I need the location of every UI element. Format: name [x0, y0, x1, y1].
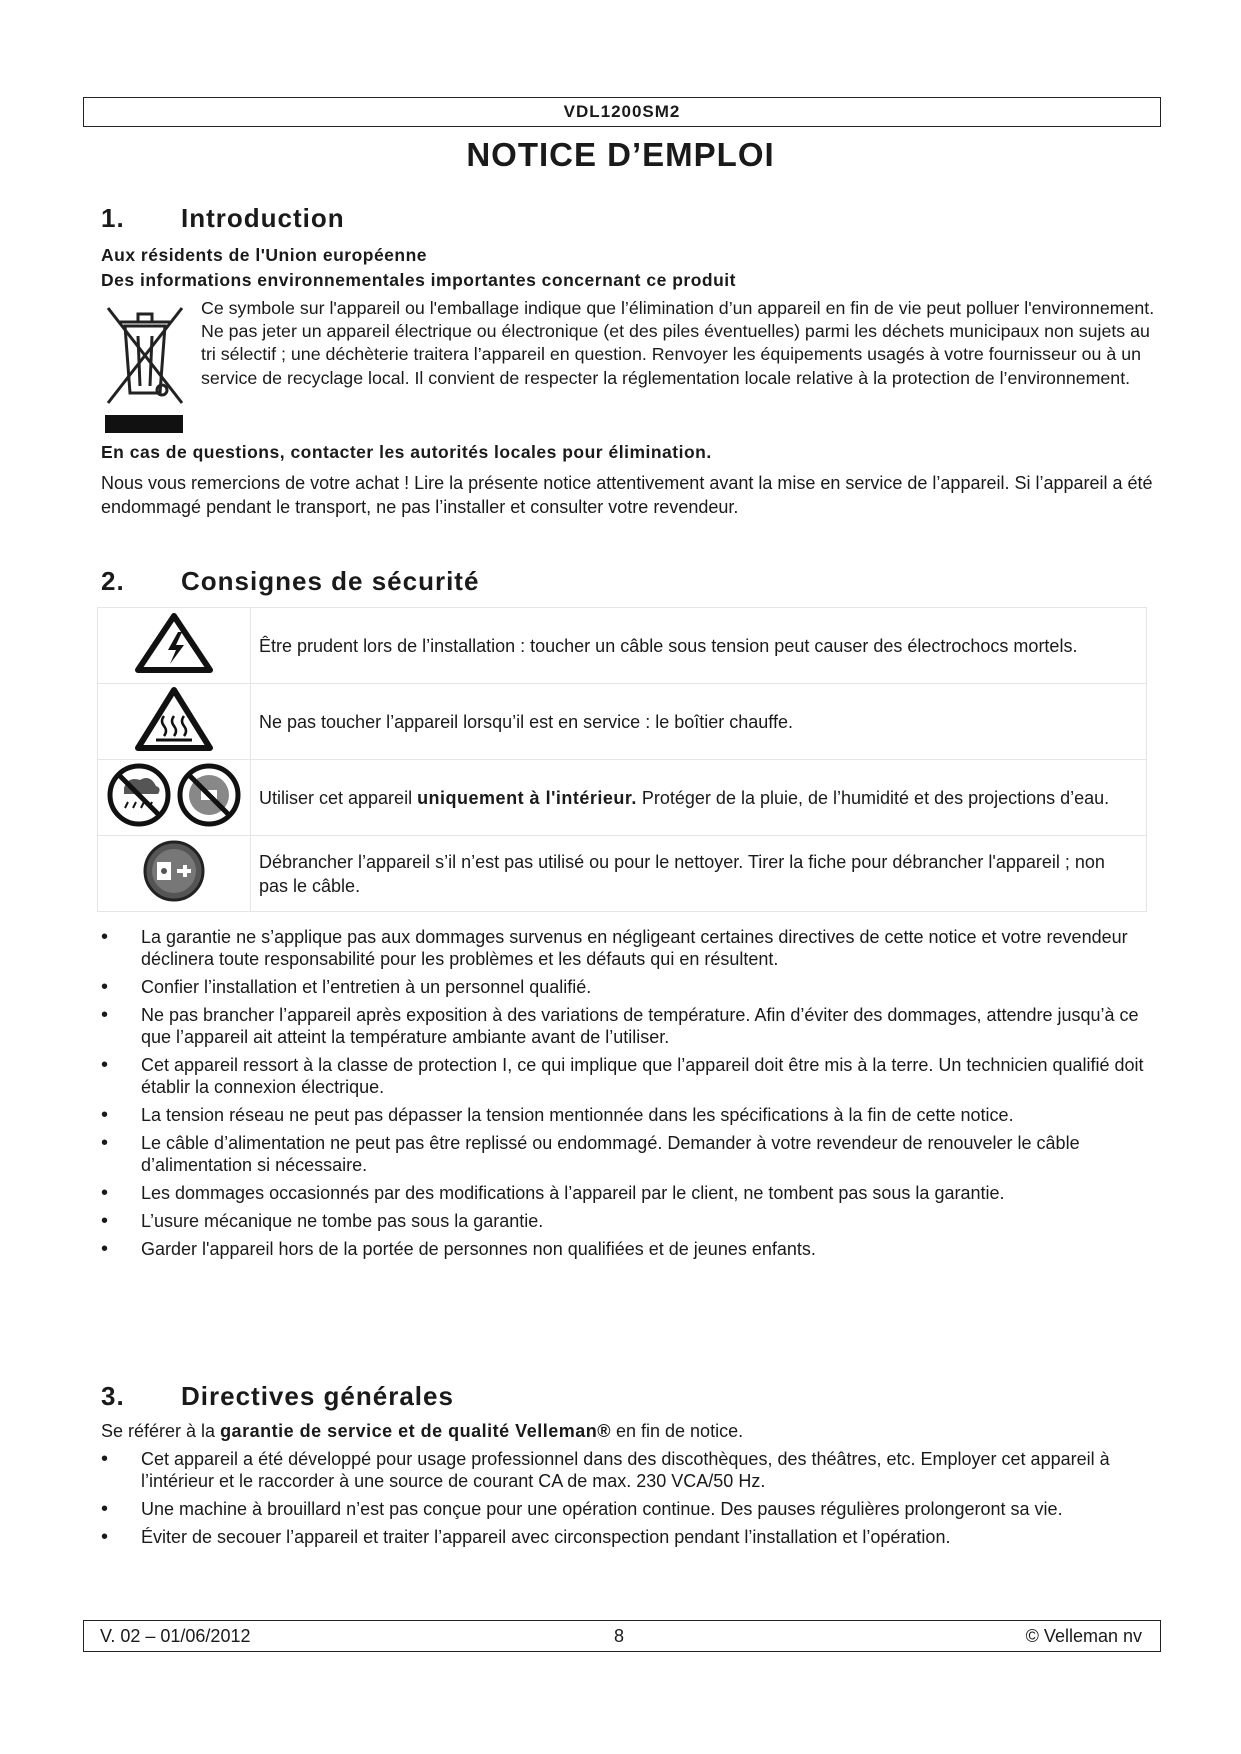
- contact-authorities: En cas de questions, contacter les autorités locales pour élimination.: [101, 442, 712, 462]
- list-item: • Une machine à brouillard n’est pas conçue pour une opération continue. Des pauses régulières prolongeront sa vie.: [101, 1498, 1156, 1520]
- safety-icon-cell: [98, 684, 251, 760]
- section-1-heading: [101, 203, 345, 234]
- page-number: 8: [614, 1626, 625, 1646]
- env-info-heading: Des informations environnementales importantes concernant ce produit: [101, 270, 736, 290]
- text-normal: Utiliser cet appareil: [259, 787, 418, 808]
- safety-text: Ne pas toucher l’appareil lorsqu’il est en service : le boîtier chauffe.: [251, 684, 1147, 760]
- list-item: • Ne pas brancher l’appareil après exposition à des variations de température. Afin d’éviter des dommages, attendre jusqu’à ce que l’appareil ait atteint la température ambiante avant de l’utiliser.: [101, 1004, 1156, 1048]
- header-model-box: [83, 97, 1161, 127]
- section-2-heading: [101, 566, 479, 597]
- safety-table: [97, 607, 1147, 912]
- text-bold: uniquement à l'intérieur.: [417, 787, 637, 808]
- electric-shock-warning-icon: [134, 612, 214, 674]
- safety-row: [98, 836, 1147, 912]
- list-item: • Éviter de secouer l’appareil et traiter l’appareil avec circonspection pendant l’installation et l’opération.: [101, 1526, 1156, 1548]
- page-footer: [83, 1620, 1161, 1652]
- weee-notice-text: Ce symbole sur l'appareil ou l'emballage indique que l’élimination d’un appareil en fin de vie peut polluer l'environnement. Ne pas jeter un appareil électrique ou électronique (et des piles éventuelles) parmi les déchets municipaux non sujets au tri sélectif ; une déchèterie traitera l’appareil en question. Renvoyer les équipements usagés à votre fournisseur ou à un service de recyclage local. Il convient de respecter la réglementation locale relative à la protection de l’environnement.: [201, 298, 1155, 388]
- text-normal: Protéger de la pluie, de l’humidité et des projections d’eau.: [636, 787, 1110, 808]
- safety-row: [98, 608, 1147, 684]
- eu-residents-heading: Aux résidents de l'Union européenne: [101, 245, 428, 265]
- section-title: Consignes de sécurité: [181, 566, 480, 596]
- thanks-paragraph: Nous vous remercions de votre achat ! Lire la présente notice attentivement avant la mise en service de l’appareil. Si l’appareil a été endommagé pendant le transport, ne pas l’installer et consulter votre revendeur.: [101, 473, 1153, 517]
- list-item: • L’usure mécanique ne tombe pas sous la garantie.: [101, 1210, 1156, 1232]
- section-number: 3.: [101, 1381, 125, 1411]
- safety-bullet-list: [101, 926, 1156, 1266]
- hot-surface-warning-icon: [134, 686, 214, 752]
- safety-icon-cell: [98, 836, 251, 912]
- warranty-reference: [101, 1420, 1156, 1443]
- text-normal: en fin de notice.: [610, 1421, 744, 1441]
- safety-text: Être prudent lors de l’installation : toucher un câble sous tension peut causer des électrochocs mortels.: [251, 608, 1147, 684]
- safety-icon-cell: [98, 760, 251, 836]
- page-title: NOTICE D’EMPLOI: [466, 136, 775, 173]
- model-number: VDL1200SM2: [563, 102, 681, 121]
- safety-text: [251, 760, 1147, 836]
- section-number: 2.: [101, 566, 125, 596]
- list-item: • Le câble d’alimentation ne peut pas être replissé ou endommagé. Demander à votre revendeur de renouveler le câble d’alimentation si nécessaire.: [101, 1132, 1156, 1176]
- list-item: • La garantie ne s’applique pas aux dommages survenus en négligeant certaines directives de cette notice et votre revendeur déclinera toute responsabilité pour les problèmes et les défauts qui en résultent.: [101, 926, 1156, 970]
- crossed-out-bin-icon: [100, 298, 190, 438]
- text-bold: garantie de service et de qualité Velleman®: [220, 1421, 611, 1441]
- footer-version: V. 02 – 01/06/2012: [100, 1626, 251, 1646]
- section-3-heading: [101, 1381, 454, 1412]
- list-item: • Cet appareil a été développé pour usage professionnel dans des discothèques, des théâtres, etc. Employer cet appareil à l’intérieur et le raccorder à une source de courant CA de max. 230 VCA/50 Hz.: [101, 1448, 1156, 1492]
- safety-row: [98, 760, 1147, 836]
- safety-icon-cell: [98, 608, 251, 684]
- list-item: • Cet appareil ressort à la classe de protection I, ce qui implique que l’appareil doit être mis à la terre. Un technicien qualifié doit établir la connexion électrique.: [101, 1054, 1156, 1098]
- section-number: 1.: [101, 203, 125, 233]
- list-item: • Confier l’installation et l’entretien à un personnel qualifié.: [101, 976, 1156, 998]
- safety-row: [98, 684, 1147, 760]
- text-normal: Se référer à la: [101, 1421, 221, 1441]
- unplug-icon: [141, 838, 207, 904]
- list-item: • Garder l'appareil hors de la portée de personnes non qualifiées et de jeunes enfants.: [101, 1238, 1156, 1260]
- section-title: Directives générales: [181, 1381, 454, 1411]
- footer-copyright: © Velleman nv: [1025, 1626, 1142, 1646]
- safety-text: Débrancher l’appareil s’il n’est pas utilisé ou pour le nettoyer. Tirer la fiche pour débrancher l'appareil ; non pas le câble.: [251, 836, 1147, 912]
- list-item: • La tension réseau ne peut pas dépasser la tension mentionnée dans les spécifications à la fin de cette notice.: [101, 1104, 1156, 1126]
- list-item: • Les dommages occasionnés par des modifications à l’appareil par le client, ne tombent pas sous la garantie.: [101, 1182, 1156, 1204]
- general-bullet-list: [101, 1448, 1156, 1554]
- no-rain-no-water-icon: [106, 762, 242, 828]
- section-title: Introduction: [181, 203, 345, 233]
